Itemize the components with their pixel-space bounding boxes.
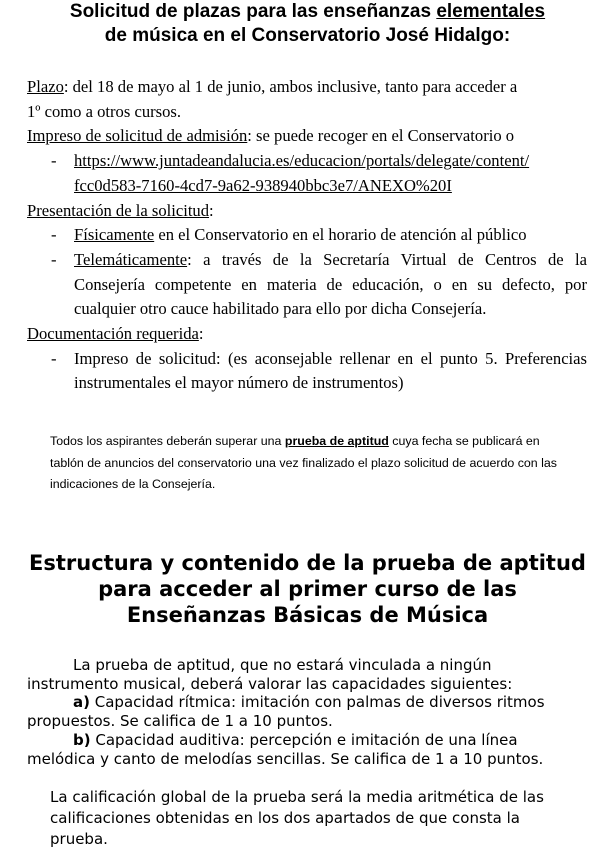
bullet-dash: - <box>51 225 57 245</box>
presentacion-colon: : <box>209 200 214 220</box>
final-line-1: La calificación global de la prueba será la media aritmética de las <box>50 788 544 806</box>
bullet-dash: - <box>51 348 57 368</box>
title-prefix: Solicitud de plazas para las enseñanzas <box>69 1 437 22</box>
plazo-line <box>27 75 587 100</box>
form-link[interactable]: https://www.juntadeandalucia.es/educacion/portals/delegate/content/ <box>74 151 530 171</box>
presentacion-item-1 <box>27 223 587 248</box>
notice-text-start: Todos los aspirantes deberán superar una <box>50 434 285 448</box>
criterion-a-text: Capacidad rítmica: imitación con palmas de diversos ritmos <box>89 693 545 712</box>
documentacion-colon: : <box>198 324 204 344</box>
criterion-a-text-continued: propuestos. Se califica de 1 a 10 puntos. <box>27 712 333 731</box>
test-description <box>27 656 587 768</box>
plazo-text: : del 18 de mayo al 1 de junio, ambos inclusive, tanto para acceder a <box>63 77 518 96</box>
criterion-a <box>27 693 587 712</box>
section-title-line-2: para acceder al primer curso de las <box>98 577 517 601</box>
section-title-line-1: Estructura y contenido de la prueba de aptitud <box>29 551 586 575</box>
impreso-label: Impreso de solicitud de admisión <box>27 126 248 146</box>
title-line-1 <box>0 0 615 24</box>
form-link-continued[interactable]: fcc0d583-7160-4cd7-9a62-938940bbc3e7/ANEXO%20I <box>74 175 452 195</box>
aptitude-test-notice <box>50 431 560 496</box>
notice-text-end: cuya fecha se publicará en tablón de anuncios del conservatorio una vez finalizado el plazo solicitud de acuerdo con las indicaciones de la Consejería. <box>50 434 557 491</box>
impreso-link-item <box>27 149 587 198</box>
final-line-3: prueba. <box>50 830 108 848</box>
documentacion-label: Documentación requerida <box>27 324 199 344</box>
intro-line-1: La prueba de aptitud, que no estará vinculada a ningún <box>73 656 492 674</box>
title-underlined-word: elementales <box>436 1 546 22</box>
presentacion-item-2 <box>27 248 587 322</box>
presentacion-line <box>27 199 587 224</box>
final-line-2: calificaciones obtenidas en los dos apartados de que consta la <box>50 809 520 827</box>
fisicamente-text: en el Conservatorio en el horario de atención al público <box>154 225 527 245</box>
telematicamente-text: : a través de la Secretaría Virtual de Centros de la Consejería competente en materia de educación, o en su defecto, por cualquier otro cauce habilitado para ello por dicha Consejería. <box>74 249 587 319</box>
final-grade-note <box>50 787 570 850</box>
application-details <box>27 75 587 396</box>
criterion-b-text-continued: melódica y canto de melodías sencillas. Se califica de 1 a 10 puntos. <box>27 749 544 768</box>
impreso-line <box>27 124 587 149</box>
documentacion-line <box>27 322 587 347</box>
bullet-dash: - <box>51 151 57 171</box>
intro-line-2: instrumento musical, deberá valorar las capacidades siguientes: <box>27 674 513 693</box>
section-title-line-3: Enseñanzas Básicas de Música <box>126 603 489 627</box>
plazo-label: Plazo <box>27 77 64 96</box>
bullet-dash: - <box>51 249 57 269</box>
criterion-a-label: a) <box>73 693 90 712</box>
title-line-2: de música en el Conservatorio José Hidalgo: <box>104 25 511 46</box>
telematicamente-label: Telemáticamente <box>74 249 188 269</box>
criterion-b <box>27 731 587 750</box>
documentacion-text: Impreso de solicitud: (es aconsejable rellenar en el punto 5. Preferencias instrumentales el mayor número de instrumentos) <box>74 348 587 393</box>
documentacion-item-1 <box>27 347 587 396</box>
section-title <box>0 550 615 628</box>
plazo-text-continued: 1º como a otros cursos. <box>27 101 182 121</box>
notice-highlight: prueba de aptitud <box>284 434 389 448</box>
impreso-text: : se puede recoger en el Conservatorio o <box>247 126 515 146</box>
page-title <box>0 0 615 48</box>
presentacion-label: Presentación de la solicitud <box>27 200 210 220</box>
criterion-b-text: Capacidad auditiva: percepción e imitación de una línea <box>90 730 518 749</box>
criterion-b-label: b) <box>73 730 91 749</box>
fisicamente-label: Físicamente <box>74 225 155 245</box>
